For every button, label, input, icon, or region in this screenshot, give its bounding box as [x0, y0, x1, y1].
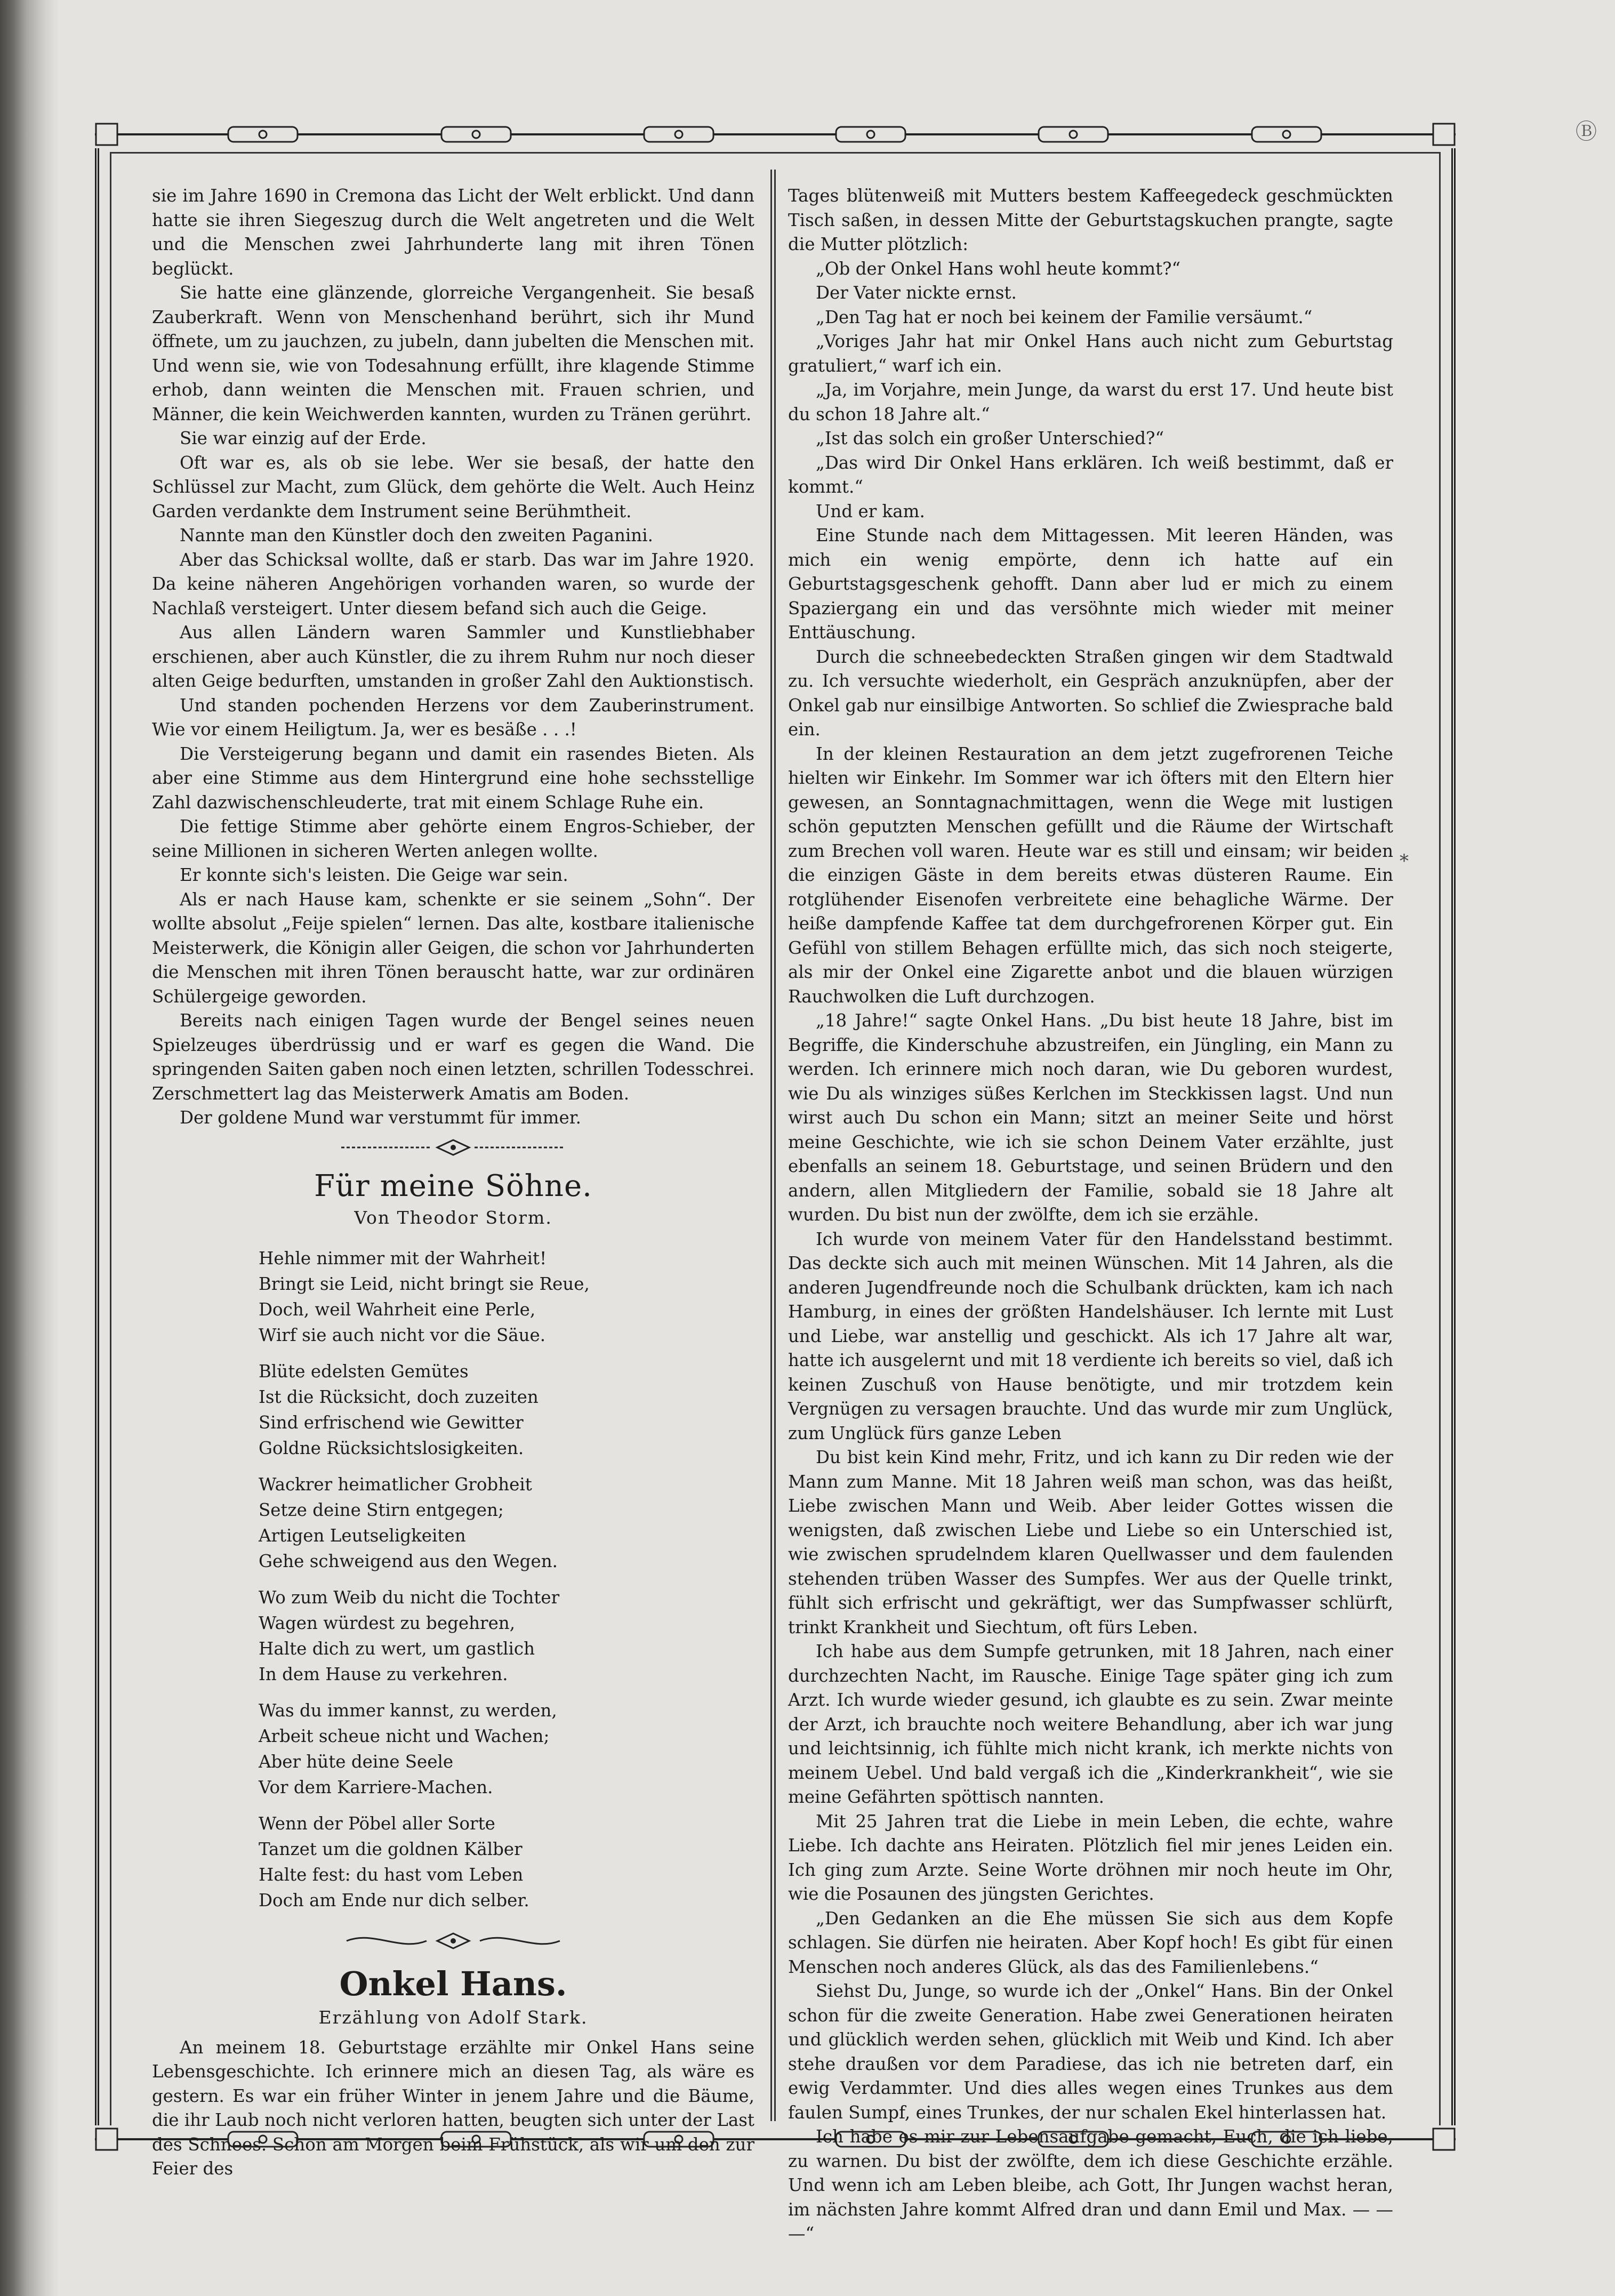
story-section: [152, 1963, 754, 2181]
scan-binding-edge: [0, 0, 59, 2296]
poem-line: In dem Hause zu verkehren.: [259, 1664, 508, 1684]
paragraph: „Ja, im Vorjahre, mein Junge, da warst du erst 17. Und heute bist du schon 18 Jahre alt.“: [788, 380, 1393, 424]
paragraph: Tages blütenweiß mit Mutters bestem Kaffeegedeck geschmückten Tisch saßen, in dessen Mitte der Geburtstagskuchen prangte, sagte die Mutter plötzlich:: [788, 186, 1393, 254]
story-continuation: [152, 184, 754, 1130]
poem-line: Tanzet um die goldnen Kälber: [259, 1839, 523, 1859]
poem-line: Hehle nimmer mit der Wahrheit!: [259, 1248, 547, 1269]
poem-line: Halte dich zu wert, um gastlich: [259, 1638, 535, 1659]
poem-line: Gehe schweigend aus den Wegen.: [259, 1551, 558, 1571]
paragraph: Als er nach Hause kam, schenkte er sie seinem „Sohn“. Der wollte absolut „Feije spielen“ lernen. Das alte, kostbare italienische Meisterwerk, die Königin aller Geigen, die schon vor Jahrhunderten die Menschen mit ihren Tönen berauscht hatte, war zur ordinären Schülergeige geworden.: [152, 889, 754, 1007]
column-divider: [770, 170, 776, 2121]
poem-line: Setze deine Stirn entgegen;: [259, 1499, 504, 1520]
poem-line: Goldne Rücksichtslosigkeiten.: [259, 1438, 524, 1458]
poem-line: Wenn der Pöbel aller Sorte: [259, 1813, 495, 1834]
poem-body: [259, 1246, 754, 1913]
paragraph: Und er kam.: [816, 501, 925, 521]
paragraph: Ich wurde von meinem Vater für den Handelsstand bestimmt. Das deckte sich auch mit meinen Wünschen. Mit 14 Jahren, als die anderen Jugendfreunde noch die Schulbank drückten, kam ich nach Hamburg, in eines der größten Handelshäuser. Ich lernte mit Lust und Liebe, war anstellig und geschickt. Als ich 17 Jahre alt war, hatte ich ausgelernt und mit 18 verdiente ich bereits so viel, daß ich keinen Zuschuß von Hause benötigte, und mir trotzdem kein Vergnügen zu versagen brauchte. Und das wurde mir zum Unglück, zum Unglück fürs ganze Leben: [788, 1229, 1393, 1443]
paragraph: Ich habe aus dem Sumpfe getrunken, mit 18 Jahren, nach einer durchzechten Nacht, im Rausche. Einige Tage später ging ich zum Arzt. Ich wurde wieder gesund, ich glaubte es zu sein. Zwar meinte der Arzt, ich brauchte noch weitere Behandlung, aber ich war jung und leichtsinnig, ich fühlte mich nicht krank, ich merkte nichts von meinem Uebel. Und bald vergaß ich die „Kinderkrankheit“, wie sie meine Gefährten spöttisch nannten.: [788, 1641, 1393, 1807]
poem-line: Was du immer kannst, zu werden,: [259, 1700, 557, 1721]
poem-line: Vor dem Karriere-Machen.: [259, 1777, 493, 1797]
poem-stanza: [259, 1472, 754, 1574]
paragraph: Aus allen Ländern waren Sammler und Kunstliebhaber erschienen, aber auch Künstler, die zu ihrem Ruhm nur noch dieser alten Geige bedurften, umstanden in großer Zahl den Auktionstisch.: [152, 622, 754, 691]
paragraph: „Das wird Dir Onkel Hans erklären. Ich weiß bestimmt, daß er kommt.“: [788, 452, 1393, 497]
paragraph: „18 Jahre!“ sagte Onkel Hans. „Du bist heute 18 Jahre, bist im Begriffe, die Kinderschuhe abzustreifen, ein Jüngling, ein Mann zu werden. Ich erinnere mich noch daran, wie Du geboren wurdest, wie Du als winziges süßes Kerlchen im Steckkissen lagst. Und nun wirst auch Du schon ein Mann; sitzt an meiner Seite und hörst meine Geschichte, wie ich sie schon Deinem Vater erzählte, just ebenfalls an seinem 18. Geburtstage, und seinen Brüdern und den andern, allen Mitgliedern der Familie, sobald sie 18 Jahre alt wurden. Du bist nun der zwölfte, dem ich sie erzähle.: [788, 1010, 1393, 1225]
right-column: [788, 184, 1393, 2246]
paragraph: „Ob der Onkel Hans wohl heute kommt?“: [816, 258, 1181, 279]
poem-line: Ist die Rücksicht, doch zuzeiten: [259, 1386, 539, 1407]
paragraph: Oft war es, als ob sie lebe. Wer sie besaß, der hatte den Schlüssel zur Macht, zum Glück, dem gehörte die Welt. Auch Heinz Garden verdankte dem Instrument seine Berühmtheit.: [152, 452, 754, 521]
paragraph: „Den Gedanken an die Ehe müssen Sie sich aus dem Kopfe schlagen. Sie dürfen nie heiraten. Aber Kopf hoch! Es gibt für einen Menschen noch anderes Glück, als das des Familienlebens.“: [788, 1908, 1393, 1977]
paragraph: Mit 25 Jahren trat die Liebe in mein Leben, die echte, wahre Liebe. Ich dachte ans Heiraten. Plötzlich fiel mir jenes Leiden ein. Ich ging zum Arzte. Seine Worte dröhnen mir noch heute im Ohr, wie die Posaunen des jüngsten Gerichtes.: [788, 1811, 1393, 1904]
paragraph: Siehst Du, Junge, so wurde ich der „Onkel“ Hans. Bin der Onkel schon für die zweite Generation. Habe zwei Generationen heiraten und glücklich werden sehen, glücklich mit Weib und Kind. Ich aber stehe draußen vor dem Paradiese, das ich nie betreten darf, ein ewig Verdammter. Und dies alles wegen eines Trunkes aus dem faulen Sumpf, eines Trunkes, der nur schalen Ekel hinterlassen hat.: [788, 1981, 1393, 2123]
top-ornamental-border: [95, 121, 1456, 148]
paragraph: Sie war einzig auf der Erde.: [180, 428, 427, 448]
paragraph: Nannte man den Künstler doch den zweiten Paganini.: [180, 525, 653, 545]
poem-line: Bringt sie Leid, nicht bringt sie Reue,: [259, 1273, 590, 1294]
paragraph: Durch die schneebedeckten Straßen gingen wir dem Stadtwald zu. Ich versuchte wiederholt, ein Gespräch anzuknüpfen, aber der Onkel gab nur einsilbige Antworten. So schlief die Zwiesprache bald ein.: [788, 646, 1393, 740]
paragraph: „Voriges Jahr hat mir Onkel Hans auch nicht zum Geburtstag gratuliert,“ warf ich ein.: [788, 331, 1393, 376]
poem-line: Blüte edelsten Gemütes: [259, 1361, 469, 1382]
poem-line: Artigen Leutseligkeiten: [259, 1525, 466, 1546]
paragraph: Du bist kein Kind mehr, Fritz, und ich kann zu Dir reden wie der Mann zum Manne. Mit 18 Jahren weiß man schon, was das heißt, Liebe zwischen Mann und Weib. Aber leider Gottes wissen die wenigsten, daß zwischen Liebe und Liebe so ein Unterschied ist, wie zwischen sprudelndem klaren Quellwasser und dem faulenden stehenden trüben Wasser des Sumpfes. Wer aus der Quelle trinkt, fühlt sich erfrischt und gekräftigt, wer das Sumpfwasser schlürft, trinkt Krankheit und Siechtum, oft fürs Leben.: [788, 1447, 1393, 1637]
story-byline: Erzählung von Adolf Stark.: [318, 2006, 588, 2028]
paragraph: Und standen pochenden Herzens vor dem Zauberinstrument. Wie vor einem Heiligtum. Ja, wer es besäße . . .!: [152, 695, 754, 740]
paragraph: „Den Tag hat er noch bei keinem der Familie versäumt.“: [816, 307, 1313, 327]
paragraph: In der kleinen Restauration an dem jetzt zugefrorenen Teiche hielten wir Einkehr. Im Sommer war ich öfters mit den Eltern hier gewesen, an Sonntagnachmittagen, wenn die Wege mit lustigen schön geputzten Menschen gefüllt und die Räume der Wirtschaft zum Brechen voll waren. Heute war es still und einsam; wir beiden die einzigen Gäste in dem bereits etwas düsteren Raume. Ein rotglühender Eisenofen verbreitete eine behagliche Wärme. Der heiße dampfende Kaffee tat dem durchgefrorenen Körper gut. Ein Gefühl von stillem Behagen erfüllte mich, das sich noch steigerte, als mir der Onkel eine Zigarette anbot und die blauen würzigen Rauchwolken die Luft durchzogen.: [788, 743, 1393, 1007]
left-column: [152, 184, 754, 2181]
poem-line: Wirf sie auch nicht vor die Säue.: [259, 1324, 546, 1345]
poem-stanza: [259, 1359, 754, 1461]
section-ornament: [152, 1924, 754, 1958]
poem-section: [152, 1168, 754, 1913]
paragraph: Der goldene Mund war verstummt für immer.: [180, 1107, 582, 1128]
poem-line: Doch, weil Wahrheit eine Perle,: [259, 1299, 536, 1320]
paragraph: „Ist das solch ein großer Unterschied?“: [816, 428, 1164, 448]
poem-line: Wagen würdest zu begehren,: [259, 1612, 516, 1633]
poem-line: Wo zum Weib du nicht die Tochter: [259, 1587, 560, 1608]
paragraph: An meinem 18. Geburtstage erzählte mir Onkel Hans seine Lebensgeschichte. Ich erinnere mich an diesen Tag, als wäre es gestern. Es war ein früher Winter in jenem Jahre und die Bäume, die ihr Laub noch nicht verloren hatten, beugten sich unter der Last des Schnees. Schon am Morgen beim Frühstück, als wir um den zur Feier des: [152, 2037, 754, 2179]
paragraph: Die Versteigerung begann und damit ein rasendes Bieten. Als aber eine Stimme aus dem Hintergrund eine hohe sechsstellige Zahl dazwischenschleuderte, trat mit einem Schlage Ruhe ein.: [152, 743, 754, 813]
poem-stanza: [259, 1585, 754, 1687]
poem-byline: Von Theodor Storm.: [354, 1207, 552, 1228]
paragraph: sie im Jahre 1690 in Cremona das Licht der Welt erblickt. Und dann hatte sie ihren Siegeszug durch die Welt angetreten und die Welt und die Menschen zwei Jahrhunderte lang mit ihren Tönen beglückt.: [152, 186, 754, 279]
poem-line: Aber hüte deine Seele: [259, 1751, 454, 1772]
paragraph: Bereits nach einigen Tagen wurde der Bengel seines neuen Spielzeuges überdrüssig und er warf es gegen die Wand. Die springenden Saiten gaben noch einen letzten, schrillen Todesschrei. Zerschmettert lag das Meisterwerk Amatis am Boden.: [152, 1010, 754, 1104]
poem-line: Arbeit scheue nicht und Wachen;: [259, 1725, 550, 1746]
margin-mark: *: [1400, 850, 1409, 872]
page-corner-mark: Ⓑ: [1576, 119, 1597, 144]
poem-line: Sind erfrischend wie Gewitter: [259, 1412, 524, 1433]
paragraph: Die fettige Stimme aber gehörte einem Engros-Schieber, der seine Millionen in sicheren Werten anlegen wollte.: [152, 816, 754, 861]
story-title: Onkel Hans.: [339, 1964, 567, 2003]
poem-title: Für meine Söhne.: [314, 1168, 592, 1203]
paragraph: Aber das Schicksal wollte, daß er starb. Das war im Jahre 1920. Da keine näheren Angehörigen vorhanden waren, so wurde der Nachlaß versteigert. Unter diesem befand sich auch die Geige.: [152, 549, 754, 619]
paragraph: Er konnte sich's leisten. Die Geige war sein.: [180, 865, 568, 885]
poem-stanza: [259, 1811, 754, 1913]
poem-line: Halte fest: du hast vom Leben: [259, 1864, 524, 1885]
poem-line: Doch am Ende nur dich selber.: [259, 1890, 529, 1910]
paragraph: Eine Stunde nach dem Mittagessen. Mit leeren Händen, was mich ein wenig empörte, denn ich hatte auf ein Geburtstagsgeschenk gehofft. Dann aber lud er mich zu einem Spaziergang ein und das versöhnte mich wieder mit meiner Enttäuschung.: [788, 525, 1393, 643]
paragraph: Sie hatte eine glänzende, glorreiche Vergangenheit. Sie besaß Zauberkraft. Wenn von Menschenhand berührt, sich ihr Mund öffnete, um zu jauchzen, zu jubeln, dann jubelten die Menschen mit. Und wenn sie, wie von Todesahnung erfüllt, ihre klagende Stimme erhob, dann weinten die Menschen mit. Frauen schrien, und Männer, die kein Weichwerden kannten, wurden zu Tränen gerührt.: [152, 283, 754, 424]
poem-stanza: [259, 1698, 754, 1800]
paragraph: Ich habe es mir zur Lebensaufgabe gemacht, Euch, die ich liebe, zu warnen. Du bist der zwölfte, dem ich diese Geschichte erzähle. Und wenn ich am Leben bleibe, ach Gott, Ihr Jungen wachst heran, im nächsten Jahre kommt Alfred dran und dann Emil und Max. — — —“: [788, 2126, 1393, 2244]
paragraph: Der Vater nickte ernst.: [816, 283, 1017, 303]
poem-line: Wackrer heimatlicher Grobheit: [259, 1474, 532, 1495]
poem-stanza: [259, 1246, 754, 1348]
section-ornament: [152, 1130, 754, 1165]
